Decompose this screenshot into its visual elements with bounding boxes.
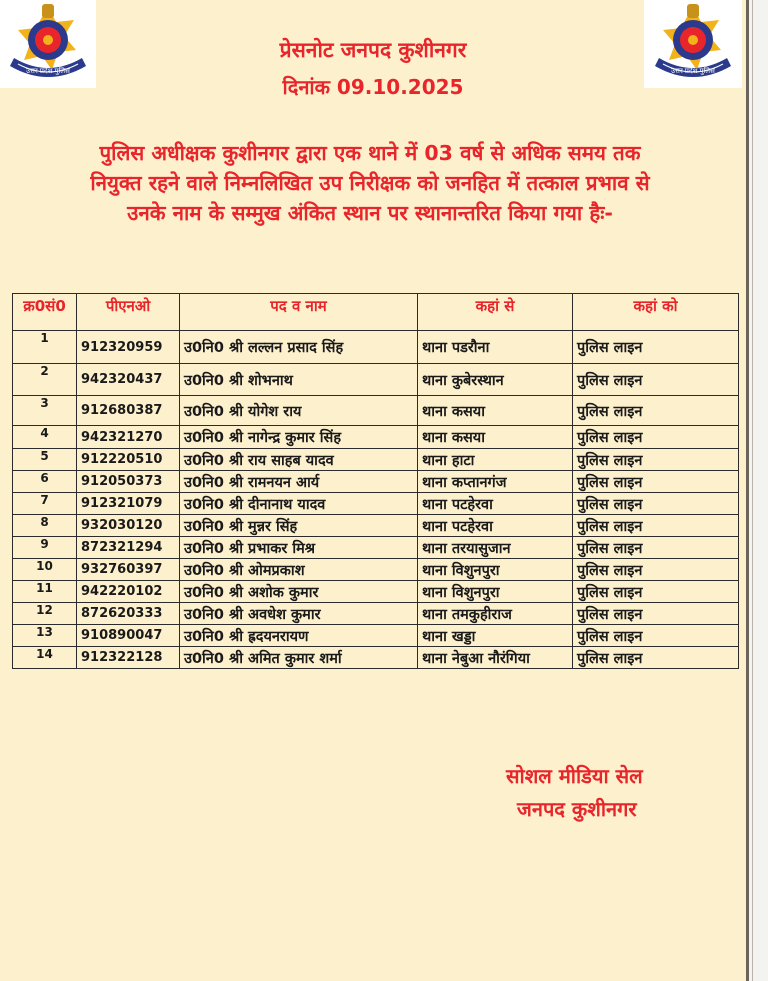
table-row — [13, 449, 739, 471]
table-row — [13, 364, 739, 396]
cell-to: पुलिस लाइन — [573, 449, 739, 471]
footer-social-media-cell: सोशल मीडिया सेल — [506, 764, 643, 788]
cell-rank-and-name: उ0नि0 श्री अमित कुमार शर्मा — [180, 647, 418, 669]
table-row — [13, 647, 739, 669]
table-row — [13, 331, 739, 364]
cell-to: पुलिस लाइन — [573, 581, 739, 603]
header-pno: पीएनओ — [77, 294, 180, 331]
cell-rank-and-name: उ0नि0 श्री नागेन्द्र कुमार सिंह — [180, 426, 418, 449]
cell-to: पुलिस लाइन — [573, 537, 739, 559]
cell-rank-and-name: उ0नि0 श्री मुन्नर सिंह — [180, 515, 418, 537]
cell-pno: 912320959 — [77, 331, 180, 364]
table-row — [13, 396, 739, 426]
cell-from: थाना नेबुआ नौरंगिया — [418, 647, 573, 669]
transfer-table — [12, 293, 739, 669]
cell-rank-and-name: उ0नि0 श्री राय साहब यादव — [180, 449, 418, 471]
cell-from: थाना पडरौना — [418, 331, 573, 364]
cell-to: पुलिस लाइन — [573, 471, 739, 493]
cell-from: थाना पटहेरवा — [418, 515, 573, 537]
cell-pno: 872620333 — [77, 603, 180, 625]
cell-pno: 912321079 — [77, 493, 180, 515]
cell-serial-number: 3 — [13, 396, 77, 426]
table-row — [13, 559, 739, 581]
press-note-title: प्रेसनोट जनपद कुशीनगर — [279, 38, 467, 62]
table-row — [13, 471, 739, 493]
cell-serial-number: 5 — [13, 449, 77, 471]
page-edge-divider — [752, 0, 753, 981]
cell-pno: 942321270 — [77, 426, 180, 449]
cell-serial-number: 1 — [13, 331, 77, 364]
cell-serial-number: 13 — [13, 625, 77, 647]
cell-pno: 912050373 — [77, 471, 180, 493]
cell-to: पुलिस लाइन — [573, 331, 739, 364]
intro-line: उनके नाम के सम्मुख अंकित स्थान पर स्थानान्तरित किया गया हैः- — [127, 201, 613, 225]
cell-from: थाना तमकुहीराज — [418, 603, 573, 625]
cell-serial-number: 6 — [13, 471, 77, 493]
cell-serial-number: 11 — [13, 581, 77, 603]
cell-rank-and-name: उ0नि0 श्री शोभनाथ — [180, 364, 418, 396]
cell-rank-and-name: उ0नि0 श्री लल्लन प्रसाद सिंह — [180, 331, 418, 364]
cell-pno: 932030120 — [77, 515, 180, 537]
cell-pno: 932760397 — [77, 559, 180, 581]
cell-rank-and-name: उ0नि0 श्री रामनयन आर्य — [180, 471, 418, 493]
cell-pno: 912322128 — [77, 647, 180, 669]
cell-pno: 912680387 — [77, 396, 180, 426]
cell-serial-number: 9 — [13, 537, 77, 559]
cell-to: पुलिस लाइन — [573, 625, 739, 647]
cell-to: पुलिस लाइन — [573, 426, 739, 449]
cell-rank-and-name: उ0नि0 श्री अवधेश कुमार — [180, 603, 418, 625]
cell-rank-and-name: उ0नि0 श्री अशोक कुमार — [180, 581, 418, 603]
cell-from: थाना कप्तानगंज — [418, 471, 573, 493]
cell-serial-number: 4 — [13, 426, 77, 449]
cell-from: थाना विशुनपुरा — [418, 581, 573, 603]
cell-rank-and-name: उ0नि0 श्री ओमप्रकाश — [180, 559, 418, 581]
cell-to: पुलिस लाइन — [573, 559, 739, 581]
header-to: कहां को — [573, 294, 739, 331]
logo-ribbon-text: उत्तर प्रदेश पुलिस — [26, 67, 70, 75]
cell-pno: 872321294 — [77, 537, 180, 559]
table-row — [13, 603, 739, 625]
cell-to: पुलिस लाइन — [573, 647, 739, 669]
cell-from: थाना विशुनपुरा — [418, 559, 573, 581]
cell-pno: 942220102 — [77, 581, 180, 603]
cell-to: पुलिस लाइन — [573, 396, 739, 426]
cell-from: थाना हाटा — [418, 449, 573, 471]
header-serial-number: क्र0सं0 — [13, 294, 77, 331]
cell-serial-number: 2 — [13, 364, 77, 396]
cell-rank-and-name: उ0नि0 श्री प्रभाकर मिश्र — [180, 537, 418, 559]
cell-from: थाना कसया — [418, 396, 573, 426]
intro-paragraph — [40, 138, 700, 228]
table-row — [13, 426, 739, 449]
footer-district: जनपद कुशीनगर — [517, 797, 637, 821]
cell-rank-and-name: उ0नि0 श्री योगेश राय — [180, 396, 418, 426]
cell-pno: 910890047 — [77, 625, 180, 647]
cell-serial-number: 7 — [13, 493, 77, 515]
table-row — [13, 625, 739, 647]
header-rank-and-name: पद व नाम — [180, 294, 418, 331]
cell-serial-number: 8 — [13, 515, 77, 537]
cell-pno: 912220510 — [77, 449, 180, 471]
cell-serial-number: 10 — [13, 559, 77, 581]
table-row — [13, 515, 739, 537]
cell-rank-and-name: उ0नि0 श्री दीनानाथ यादव — [180, 493, 418, 515]
intro-line: पुलिस अधीक्षक कुशीनगर द्वारा एक थाने में 03 वर्ष से अधिक समय तक — [99, 141, 641, 165]
header-from: कहां से — [418, 294, 573, 331]
cell-from: थाना पटहेरवा — [418, 493, 573, 515]
cell-pno: 942320437 — [77, 364, 180, 396]
cell-serial-number: 14 — [13, 647, 77, 669]
cell-to: पुलिस लाइन — [573, 515, 739, 537]
cell-to: पुलिस लाइन — [573, 493, 739, 515]
press-note-date: दिनांक 09.10.2025 — [282, 75, 464, 99]
table-row — [13, 581, 739, 603]
table-row — [13, 493, 739, 515]
cell-from: थाना कुबेरस्थान — [418, 364, 573, 396]
cell-from: थाना तरयासुजान — [418, 537, 573, 559]
cell-to: पुलिस लाइन — [573, 364, 739, 396]
table-row — [13, 537, 739, 559]
cell-serial-number: 12 — [13, 603, 77, 625]
cell-from: थाना कसया — [418, 426, 573, 449]
logo-ribbon-text: उत्तर प्रदेश पुलिस — [671, 67, 715, 75]
cell-from: थाना खड्डा — [418, 625, 573, 647]
cell-rank-and-name: उ0नि0 श्री ह्रदयनरायण — [180, 625, 418, 647]
intro-line: नियुक्त रहने वाले निम्नलिखित उप निरीक्षक को जनहित में तत्काल प्रभाव से — [90, 171, 650, 195]
table-header-row — [13, 294, 739, 331]
cell-to: पुलिस लाइन — [573, 603, 739, 625]
